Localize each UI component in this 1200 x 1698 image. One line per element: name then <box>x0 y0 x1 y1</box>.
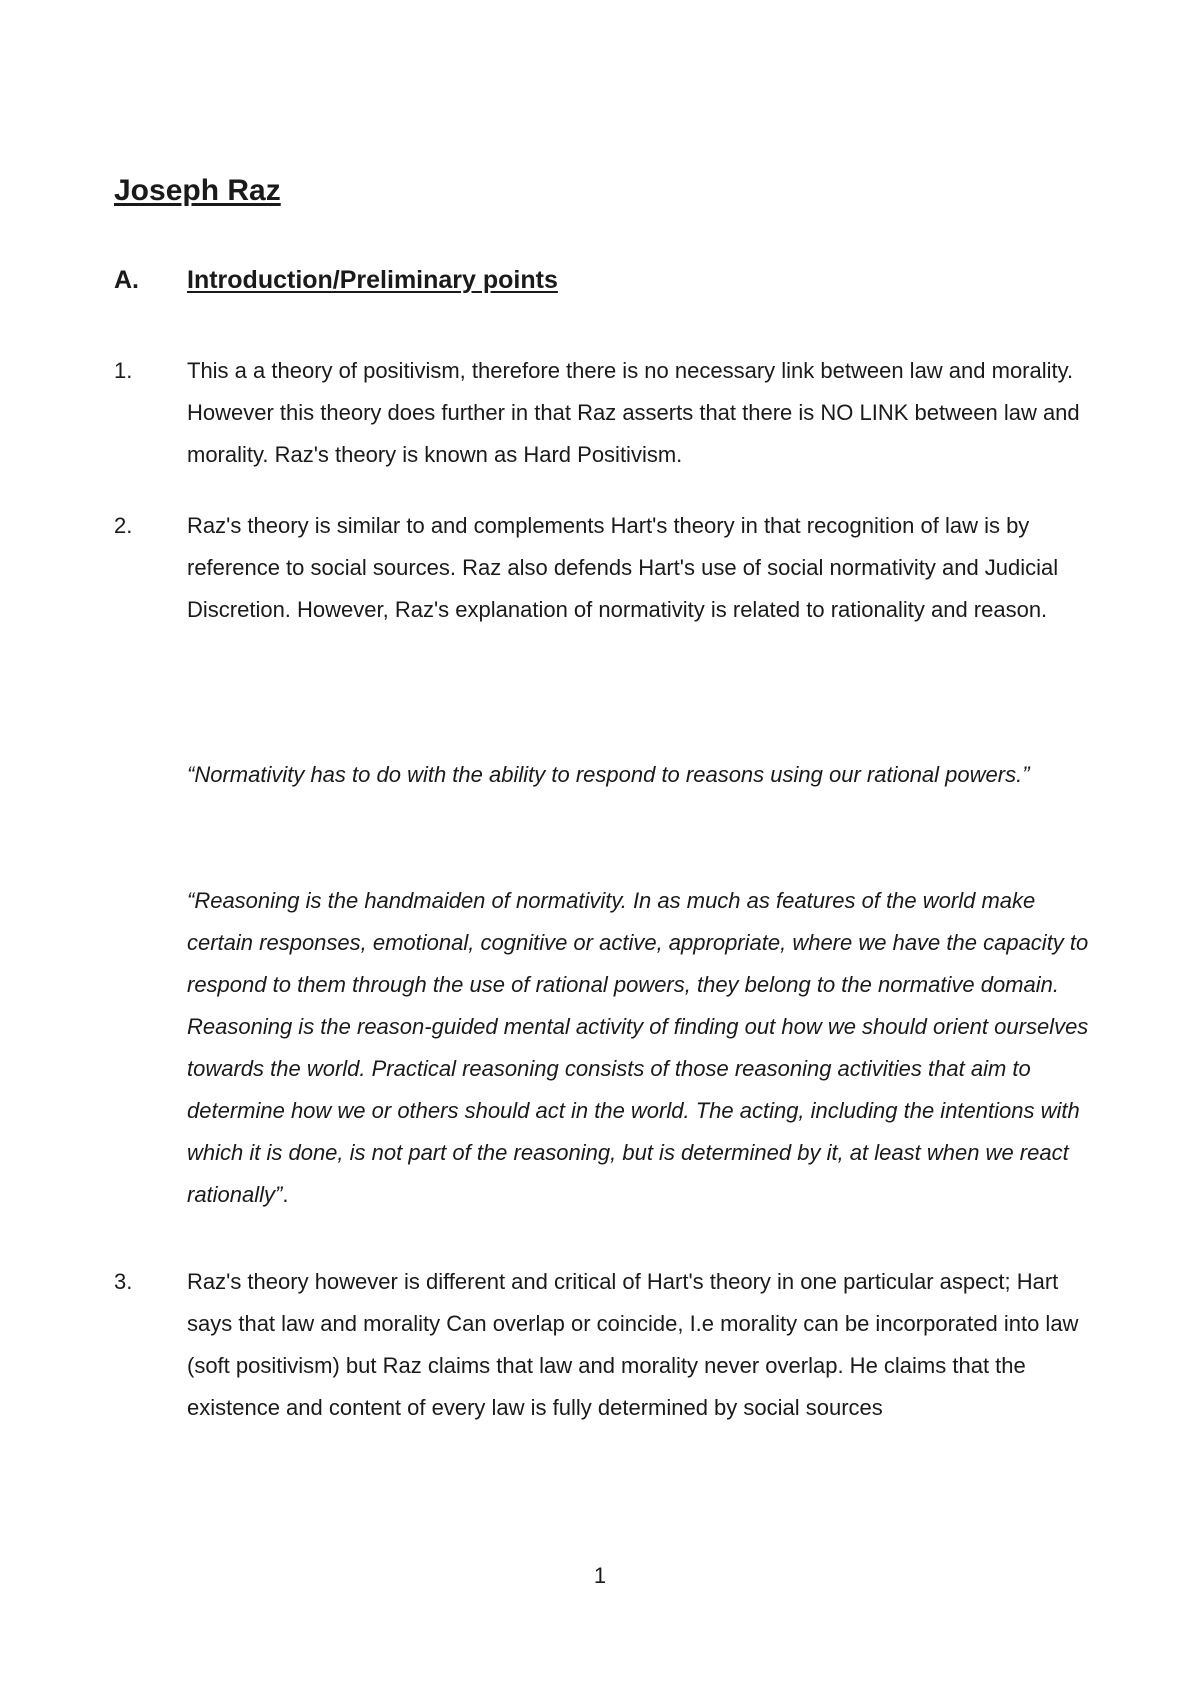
item-number: 2. <box>114 513 133 538</box>
item-number: 1. <box>114 358 133 383</box>
section-heading-text: Introduction/Preliminary points <box>187 266 558 294</box>
item-text: This a a theory of positivism, therefore there is no necessary link between law and morality. However this theory does further in that Raz asserts that there is NO LINK between law and morality. Raz's theory is known as Hard Positivism. <box>187 358 1080 467</box>
page-number: 1 <box>593 1563 607 1588</box>
quote-text: “Reasoning is the handmaiden of normativity. In as much as features of the world make certain responses, emotional, cognitive or active, appropriate, where we have the capacity to respond to them through the use of rational powers, they belong to the normative domain. Reasoning is the reason-guided mental activity of finding out how we should orient ourselves towards the world. Practical reasoning consists of those reasoning activities that aim to determine how we or others should act in the world. The acting, including the intentions with which it is done, is not part of the reasoning, but is determined by it, at least when we react rationally” <box>187 888 1089 1207</box>
list-item-1 <box>114 350 1114 476</box>
list-item-2 <box>114 505 1114 631</box>
quote-tail: . <box>282 1182 289 1207</box>
item-number: 3. <box>114 1269 133 1294</box>
item-text: Raz's theory is similar to and complements Hart's theory in that recognition of law is by reference to social sources. Raz also defends Hart's use of social normativity and Judicial Discretion. However, Raz's explanation of normativity is related to rationality and reason. <box>187 513 1059 622</box>
section-heading <box>114 264 558 296</box>
list-item-3 <box>114 1261 1114 1429</box>
document-title: Joseph Raz <box>114 174 281 207</box>
quote-1 <box>187 754 1107 796</box>
quote-2 <box>187 880 1107 1216</box>
section-letter: A. <box>114 266 139 294</box>
quote-text: “Normativity has to do with the ability to respond to reasons using our rational powers.” <box>187 762 1030 787</box>
item-text: Raz's theory however is different and critical of Hart's theory in one particular aspect; Hart says that law and morality Can overlap or coincide, I.e morality can be incorporated into law (soft positivism) but Raz claims that law and morality never overlap. He claims that the existence and content of every law is fully determined by social sources <box>187 1269 1079 1420</box>
